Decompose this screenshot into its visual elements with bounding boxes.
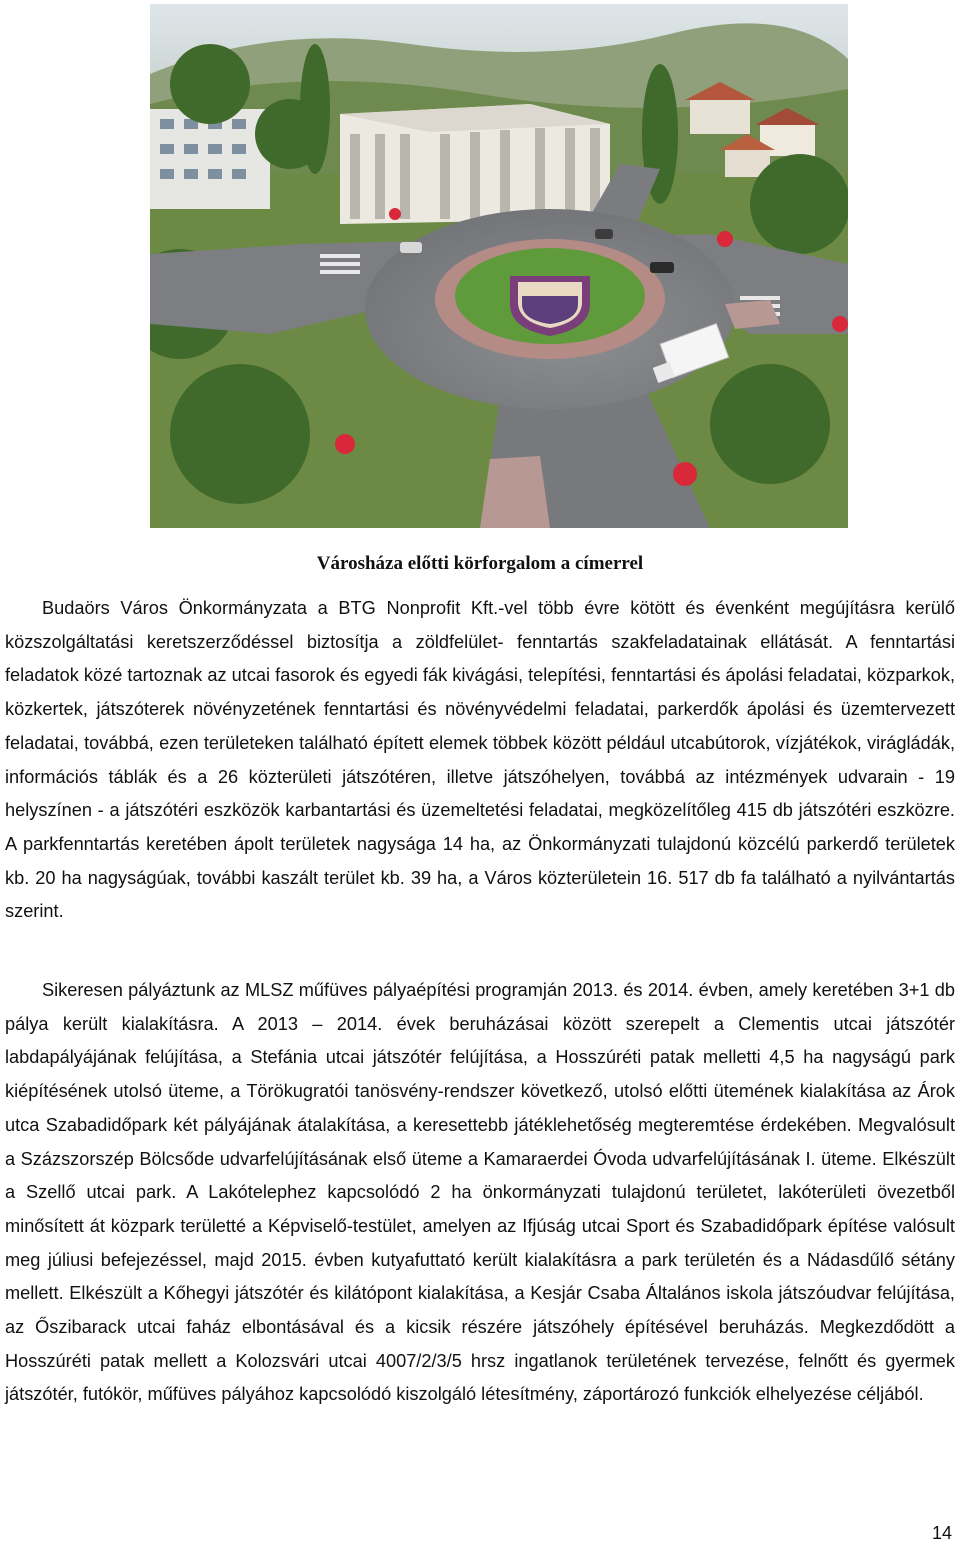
roundabout-photo: [150, 4, 848, 528]
page-number: 14: [931, 1523, 952, 1543]
roundabout-illustration: [150, 4, 848, 528]
paragraph-text: Sikeresen pályáztunk az MLSZ műfüves pályaépítési programján 2013. és 2014. évben, amely keretében 3+1 db pálya került kialakításra. A 2013 – 2014. évek beruházásai között szerepelt a Clementis utcai játszótér labdapályájának felújítása, a Stefánia utcai játszótér felújítása, a Hosszúréti patak melletti 4,5 ha nagyságú park kiépítésének utolsó üteme, a Törökugratói tanösvény-rendszer következő, utolsó előtti ütemének kialakítása az Árok utca Szabadidőpark két pályájának átalakítása, a keresettebb játéklehetőség megteremtése érdekében. Megvalósult a Százszorszép Bölcsőde udvarfelújításának első üteme a Kamaraerdei Óvoda udvarfelújításának I. üteme. Elkészült a Szellő utcai park. A Lakótelephez kapcsolódó 2 ha önkormányzati tulajdonú területet, lakóterületi övezetből minősített át közpark területté a Képviselő-testület, amelyen az Ifjúság utcai Sport és Szabadidőpark építése valósult meg júliusi befejezéssel, majd 2015. évben kutyafuttató került kialakításra a park területén és a Nádasdűlő sétány mellett. Elkészült a Kőhegyi játszótér és kilátópont kialakítása, a Kesjár Csaba Általános iskola játszóudvar felújítása, az Őszibarack utcai faház elbontásával és a kicsik részére játszóhely építésével beruházás. Megkezdődött a Hosszúréti patak mellett a Kolozsvári utcai 4007/2/3/5 hrsz ingatlanok területének tervezése, felnőtt és gyermek játszótér, futókör, műfüves pályához kapcsolódó kiszolgáló létesítmény, záportározó funkciók elhelyezése céljából.: [5, 980, 955, 1405]
photo-caption: Városháza előtti körforgalom a címerrel: [316, 553, 644, 574]
paragraph-text: Budaörs Város Önkormányzata a BTG Nonprofit Kft.-vel több évre kötött és évenként megújításra kerülő közszolgáltatási keretszerződéssel biztosítja a zöldfelület- fenntartás szakfeladatainak ellátását. A fenntartási feladatok közé tartoznak az utcai fasorok és egyedi fák kivágási, telepítési, fenntartási és ápolási feladatai, közparkok, közkertek, játszóterek növényzetének fenntartási és növényvédelmi feladatai, parkerdők ápolási és üzemtervezett feladatai, továbbá, ezen területeken található épített elemek többek között például utcabútorok, vízjátékok, virágládák, információs táblák és a 26 közterületi játszótéren, illetve játszóhelyen, továbbá az intézmények udvarain - 19 helyszínen - a játszótéri eszközök karbantartási és üzemeltetési feladatai, megközelítőleg 415 db játszótéri eszközre. A parkfenntartás keretében ápolt területek nagysága 14 ha, az Önkormányzati tulajdonú közcélú parkerdő területek kb. 20 ha nagyságúak, további kaszált terület kb. 39 ha, a Város közterületein 16. 517 db fa található a nyilvántartás szerint.: [5, 598, 955, 922]
paragraph-investments: [5, 974, 955, 1412]
paragraph-maintenance: [5, 592, 955, 929]
